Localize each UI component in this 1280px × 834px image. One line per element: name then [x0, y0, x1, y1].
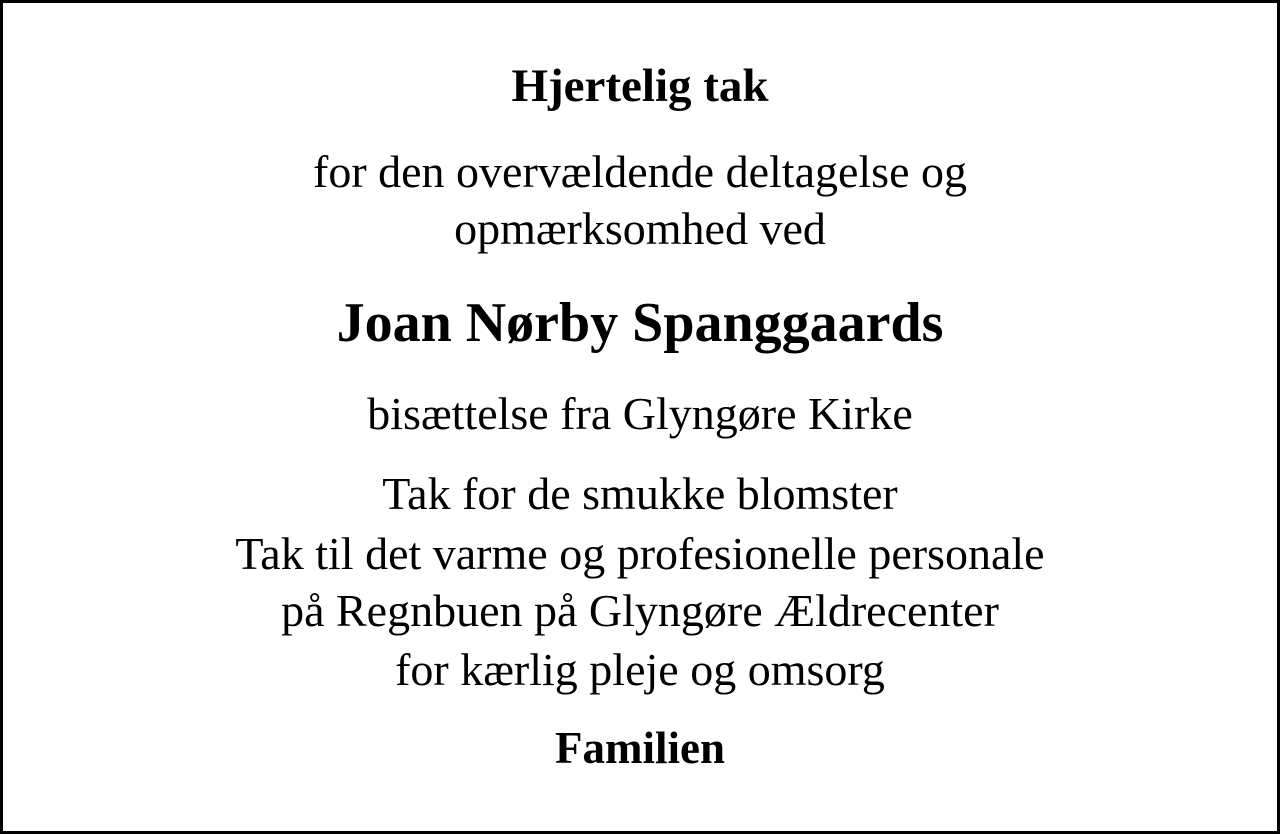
- signature: Familien: [555, 723, 725, 773]
- intro-line-1: for den overvældende deltagelse og: [313, 146, 967, 197]
- notice-heading: Hjertelig tak: [511, 60, 769, 112]
- thanks-line-4: for kærlig pleje og omsorg: [395, 644, 885, 695]
- thanks-line-1: Tak for de smukke blomster: [382, 468, 898, 519]
- thanks-line-3: på Regnbuen på Glyngøre Ældrecenter: [281, 585, 999, 636]
- intro-line-2: opmærksomhed ved: [454, 203, 826, 254]
- service-line: bisættelse fra Glyngøre Kirke: [367, 388, 913, 439]
- thanks-line-2: Tak til det varme og profesionelle personale: [235, 528, 1045, 579]
- deceased-name: Joan Nørby Spanggaards: [336, 292, 944, 354]
